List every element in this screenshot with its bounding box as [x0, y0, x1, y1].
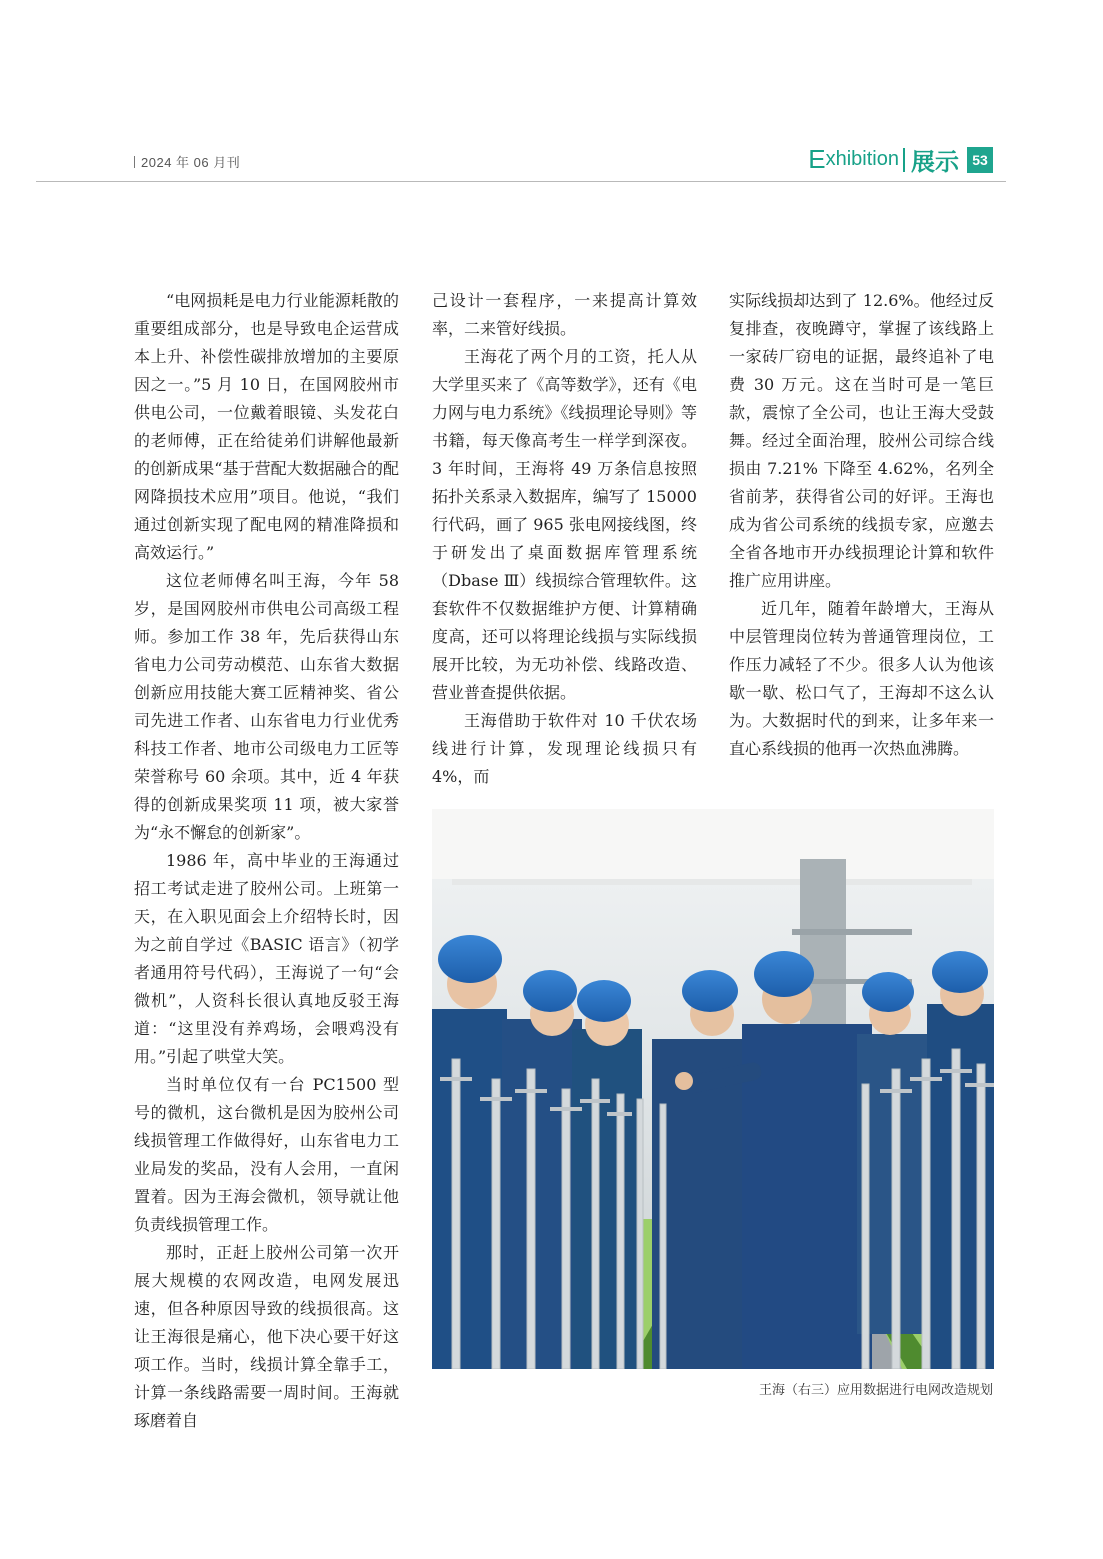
header-rule	[36, 181, 1006, 182]
section-title: 展示	[911, 149, 959, 176]
paragraph: 这位老师傅名叫王海，今年 58 岁，是国网胶州市供电公司高级工程师。参加工作 38 年，先后获得山东省电力公司劳动模范、山东省大数据创新应用技能大赛工匠精神奖、省公司先进工作者、山东省电力行业优秀科技工作者、地市公司级电力工匠等荣誉称号 60 余项。其中，近 4 年获得的创新成果奖项 11 项，被大家誉为“永不懈怠的创新家”。	[134, 571, 399, 842]
section-header	[808, 142, 993, 177]
issue-date: 2024 年 06 月刊	[134, 152, 240, 171]
paragraph: 1986 年，高中毕业的王海通过招工考试走进了胶州公司。上班第一天，在入职见面会上介绍特长时，因为之前自学过《BASIC 语言》（初学者通用符号代码），王海说了一句“会微机”，人资科长很认真地反驳王海道：“这里没有养鸡场，会喂鸡没有用。”引起了哄堂大笑。	[134, 851, 399, 1066]
paragraph-continued: 己设计一套程序，一来提高计算效率，二来管好线损。	[432, 291, 697, 338]
paragraph: 当时单位仅有一台 PC1500 型号的微机，这台微机是因为胶州公司线损管理工作做得好，山东省电力工业局发的奖品，没有人会用，一直闲置着。因为王海会微机，领导就让他负责线损管理工作。	[134, 1075, 399, 1234]
paragraph-continued: 实际线损却达到了 12.6%。他经过反复排查，夜晚蹲守，掌握了该线路上一家砖厂窃电的证据，最终追补了电费 30 万元。这在当时可是一笔巨款，震惊了全公司，也让王海大受鼓舞。经过全面治理，胶州公司综合线损由 7.21% 下降至 4.62%，名列全省前茅，获得省公司的好评。王海也成为省公司系统的线损专家，应邀去全省各地市开办线损理论计算和软件推广应用讲座。	[729, 291, 994, 590]
paragraph: “电网损耗是电力行业能源耗散的重要组成部分，也是导致电企运营成本上升、补偿性碳排放增加的主要原因之一。”5 月 10 日，在国网胶州市供电公司，一位戴着眼镜、头发花白的老师傅，正在给徒弟们讲解他最新的创新成果“基于营配大数据融合的配网降损技术应用”项目。他说，“我们通过创新实现了配电网的精准降损和高效运行。”	[134, 291, 399, 562]
article-column-2	[432, 287, 697, 791]
paragraph: 近几年，随着年龄增大，王海从中层管理岗位转为普通管理岗位，工作压力减轻了不少。很多人认为他该歇一歇、松口气了，王海却不这么认为。大数据时代的到来，让多年来一直心系线损的他再一次热血沸腾。	[729, 599, 994, 758]
article-photo	[432, 809, 994, 1369]
photo-caption: 王海（右三）应用数据进行电网改造规划	[758, 1382, 993, 1397]
paragraph: 王海借助于软件对 10 千伏农场线进行计算，发现理论线损只有 4%，而	[432, 711, 697, 786]
section-en-initial: E	[808, 144, 826, 174]
paragraph: 那时，正赶上胶州公司第一次开展大规模的农网改造，电网发展迅速，但各种原因导致的线损很高。这让王海很是痛心，他下决心要干好这项工作。当时，线损计算全靠手工，计算一条线路需要一周时间。王海就琢磨着自	[134, 1243, 399, 1430]
paragraph: 王海花了两个月的工资，托人从大学里买来了《高等数学》，还有《电力网与电力系统》《线损理论导则》等书籍，每天像高考生一样学到深夜。3 年时间，王海将 49 万条信息按照拓扑关系录入数据库，编写了 15000 行代码，画了 965 张电网接线图，终于研发出了桌面数据库管理系统（Dbase Ⅲ）线损综合管理软件。这套软件不仅数据维护方便、计算精确度高，还可以将理论线损与实际线损展开比较，为无功补偿、线路改造、营业普查提供依据。	[432, 347, 697, 702]
page-number: 53	[967, 147, 993, 173]
section-en-rest: xhibition	[825, 148, 899, 170]
section-divider	[903, 148, 905, 172]
article-column-1	[134, 287, 399, 1435]
article-column-3	[729, 287, 994, 763]
